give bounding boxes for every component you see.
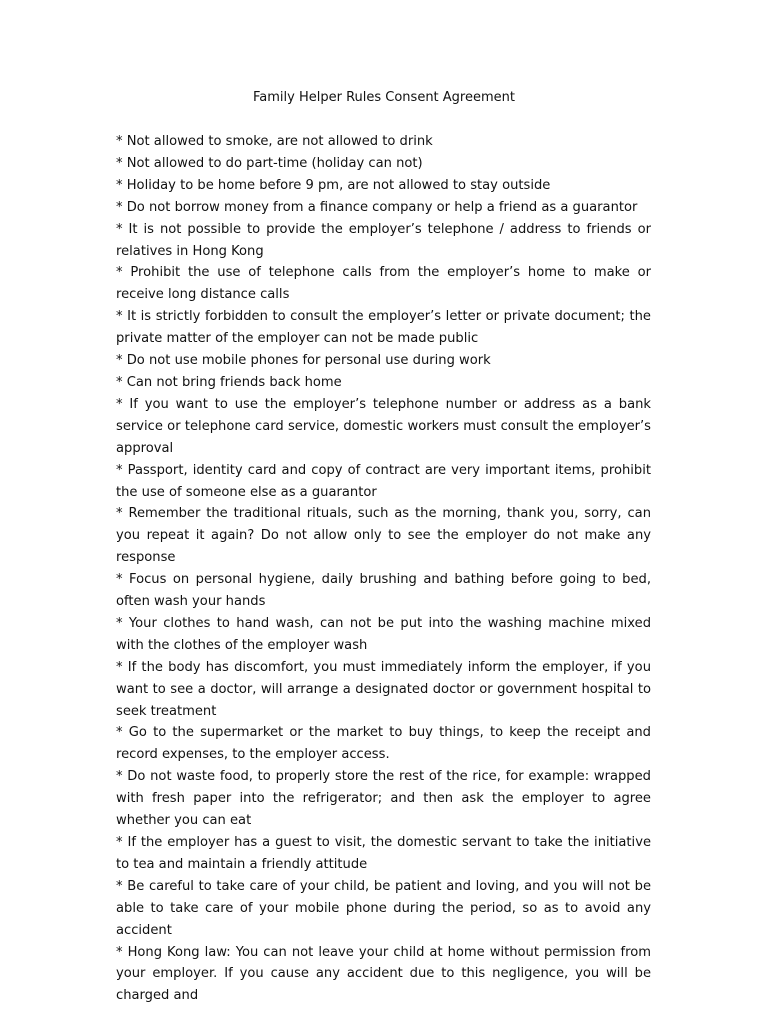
rule-item: * Do not waste food, to properly store the rest of the rice, for example: wrapped with fresh paper into the refrigerator; and then ask the employer to agree whether you can eat (116, 769, 651, 829)
rule-item: * Prohibit the use of telephone calls from the employer’s home to make or receive long distance calls (116, 265, 651, 303)
rule-item: * Not allowed to do part-time (holiday can not) (116, 155, 423, 171)
rule-item: * Be careful to take care of your child, be patient and loving, and you will not be able to take care of your mobile phone during the period, so as to avoid any accident (116, 878, 651, 938)
rule-item: * Not allowed to smoke, are not allowed to drink (116, 134, 433, 149)
rule-item: * Hong Kong law: You can not leave your child at home without permission from your employer. If you cause any accident due to this negligence, you will be charged and (116, 944, 651, 1004)
rules-list (116, 131, 651, 1007)
rule-item: * If you want to use the employer’s telephone number or address as a bank service or telephone card service, domestic workers must consult the employer’s approval (116, 396, 651, 456)
rule-item: * Passport, identity card and copy of contract are very important items, prohibit the use of someone else as a guarantor (116, 462, 651, 500)
rule-item: * Go to the supermarket or the market to buy things, to keep the receipt and record expenses, to the employer access. (116, 725, 651, 763)
rule-item: * Remember the traditional rituals, such as the morning, thank you, sorry, can you repeat it again? Do not allow only to see the employer do not make any response (116, 506, 651, 566)
rule-item: * It is strictly forbidden to consult the employer’s letter or private document; the private matter of the employer can not be made public (116, 309, 651, 347)
rule-item: * If the employer has a guest to visit, the domestic servant to take the initiative to tea and maintain a friendly attitude (116, 835, 651, 872)
rule-item: * Holiday to be home before 9 pm, are not allowed to stay outside (116, 177, 551, 193)
document-title: Family Helper Rules Consent Agreement (253, 90, 515, 105)
rule-item: * If the body has discomfort, you must immediately inform the employer, if you want to see a doctor, will arrange a designated doctor or government hospital to seek treatment (116, 659, 651, 719)
rule-item: * Your clothes to hand wash, can not be put into the washing machine mixed with the clothes of the employer wash (116, 615, 651, 653)
rule-item: * Do not use mobile phones for personal use during work (116, 353, 491, 369)
rule-item: * Can not bring friends back home (116, 374, 342, 390)
rule-item: * It is not possible to provide the employer’s telephone / address to friends or relatives in Hong Kong (116, 221, 651, 259)
rule-item: * Do not borrow money from a finance company or help a friend as a guarantor (116, 199, 638, 215)
rule-item: * Focus on personal hygiene, daily brushing and bathing before going to bed, often wash your hands (116, 572, 651, 610)
